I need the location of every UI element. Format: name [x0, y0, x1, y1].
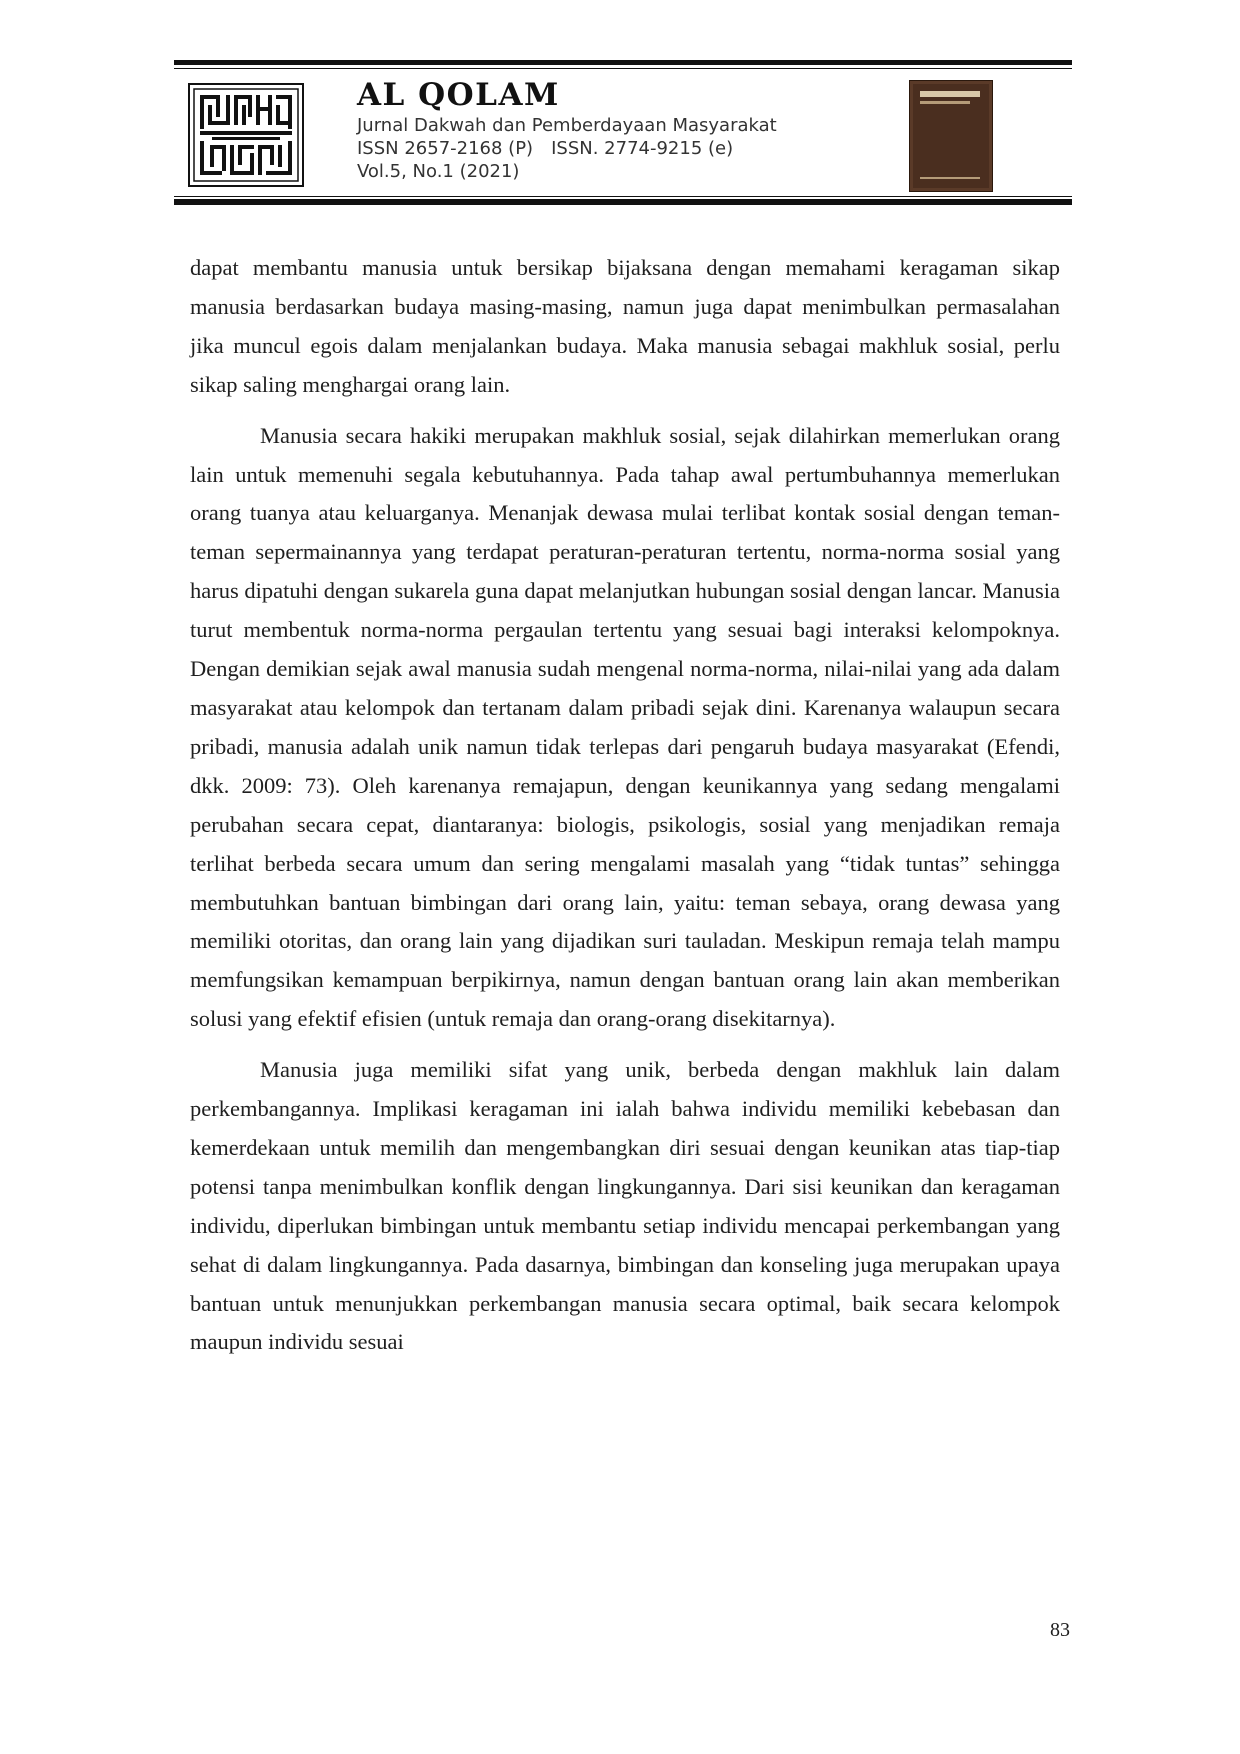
volume-issue: Vol.5, No.1 (2021) [357, 161, 520, 182]
header-top-rule [174, 60, 1072, 65]
header-top-thin-rule [174, 68, 1072, 69]
journal-masthead [357, 76, 877, 183]
cover-footer-bar [920, 177, 980, 179]
journal-cover-thumbnail-icon [909, 80, 993, 192]
page-number: 83 [1050, 1619, 1070, 1641]
paragraph: Manusia secara hakiki merupakan makhluk sosial, sejak dilahirkan memerlukan orang lain untuk memenuhi segala kebutuhannya. Pada tahap awal pertumbuhannya memerlukan orang tuanya atau keluarganya. Menanjak dewasa mulai terlibat kontak sosial dengan teman-teman sepermainannya yang terdapat peraturan-peraturan tertentu, norma-norma sosial yang harus dipatuhi dengan sukarela guna dapat melanjutkan hubungan sosial dengan lancar. Manusia turut membentuk norma-norma pergaulan tertentu yang sesuai bagi interaksi kelompoknya. Dengan demikian sejak awal manusia sudah mengenal norma-norma, nilai-nilai yang ada dalam masyarakat atau kelompok dan tertanam dalam pribadi sejak dini. Karenanya walaupun secara pribadi, manusia adalah unik namun tidak terlepas dari pengaruh budaya masyarakat (Efendi, dkk. 2009: 73). Oleh karenanya remajapun, dengan keunikannya yang sedang mengalami perubahan secara cepat, diantaranya: biologis, psikologis, sosial yang menjadikan remaja terlihat berbeda secara umum dan sering mengalami masalah yang “tidak tuntas” sehingga membutuhkan bantuan bimbingan dari orang lain, yaitu: teman sebaya, orang dewasa yang memiliki otoritas, dan orang lain yang dijadikan suri tauladan. Meskipun remaja telah mampu memfungsikan kemampuan berpikirnya, namun dengan bantuan orang lain akan memberikan solusi yang efektif efisien (untuk remaja dan orang-orang disekitarnya). [190, 422, 1060, 1032]
paragraph: dapat membantu manusia untuk bersikap bijaksana dengan memahami keragaman sikap manusia berdasarkan budaya masing-masing, namun juga dapat menimbulkan permasalahan jika muncul egois dalam menjalankan budaya. Maka manusia sebagai makhluk sosial, perlu sikap saling menghargai orang lain. [190, 255, 1060, 397]
cover-title-bar [920, 91, 980, 97]
header-bottom-rule [174, 199, 1072, 205]
header-bottom-thin-rule [174, 196, 1072, 197]
kufic-calligraphy-logo-icon [188, 83, 304, 187]
paragraph: Manusia juga memiliki sifat yang unik, berbeda dengan makhluk lain dalam perkembangannya. Implikasi keragaman ini ialah bahwa individu memiliki kebebasan dan kemerdekaan untuk memilih dan mengembangkan diri sesuai dengan keunikan atas tiap-tiap potensi tanpa menimbulkan konflik dengan lingkungannya. Dari sisi keunikan dan keragaman individu, diperlukan bimbingan untuk membantu setiap individu mencapai perkembangan yang sehat di dalam lingkungannya. Pada dasarnya, bimbingan dan konseling juga merupakan upaya bantuan untuk menunjukkan perkembangan manusia secara optimal, baik secara kelompok maupun individu sesuai [190, 1057, 1060, 1355]
article-body [190, 249, 1060, 1362]
cover-subtitle-bar [920, 101, 970, 104]
issn-online: ISSN. 2774-9215 (e) [551, 138, 734, 159]
journal-header [174, 60, 1072, 208]
journal-name: AL QOLAM [357, 77, 560, 113]
issn-line [357, 137, 877, 160]
journal-subtitle: Jurnal Dakwah dan Pemberdayaan Masyarakat [357, 115, 777, 136]
issn-print: ISSN 2657-2168 (P) [357, 138, 534, 159]
